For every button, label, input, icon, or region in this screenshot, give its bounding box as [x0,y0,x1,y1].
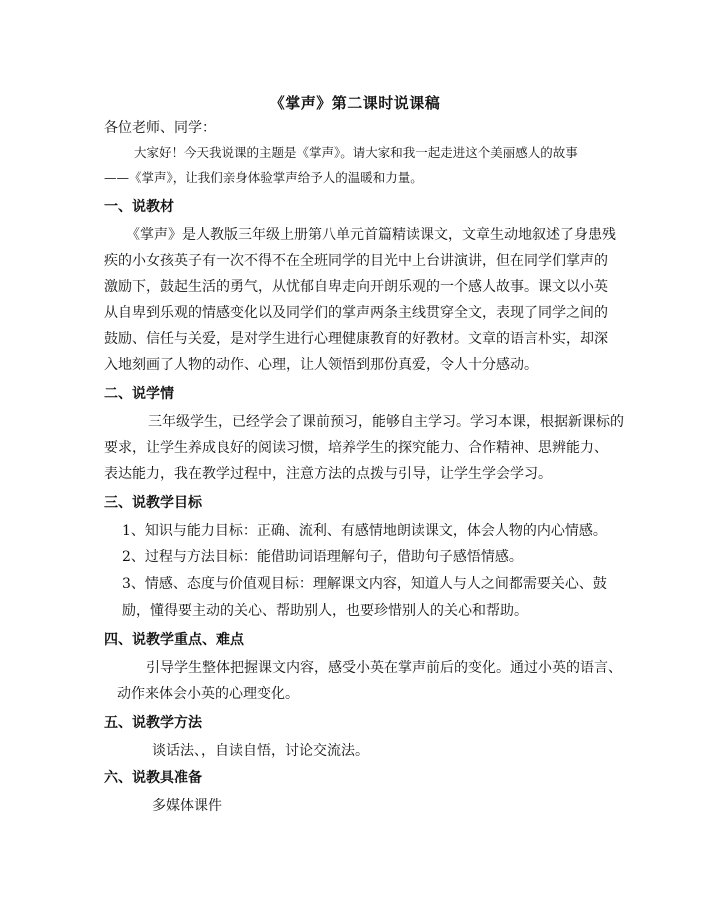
section-heading-methods: 五、说教学方法 [104,715,202,731]
paragraph-line: 从自卑到乐观的情感变化以及同学们的掌声两条主线贯穿全文，表现了同学之间的 [104,305,608,321]
section-heading-key-points: 四、说教学重点、难点 [104,632,244,648]
paragraph-line: 激励下，鼓起生活的勇气，从忧郁自卑走向开朗乐观的一个感人故事。课文以小英 [104,279,608,295]
paragraph-line: 入地刻画了人物的动作、心理，让人领悟到那份真爱，令人十分感动。 [104,357,538,373]
paragraph-line: 要求，让学生养成良好的阅读习惯，培养学生的探究能力、合作精神、思辨能力、 [104,440,608,456]
objective-item: 2、过程与方法目标：能借助词语理解句子，借助句子感悟情感。 [122,549,523,565]
greeting: 各位老师、同学： [104,120,216,136]
section-heading-students: 二、说学情 [104,386,174,402]
document-title: 《掌声》第二课时说课稿 [269,94,441,112]
section-heading-objectives: 三、说教学目标 [104,495,202,511]
paragraph-line: 表达能力，我在教学过程中，注意方法的点拨与引导，让学生学会学习。 [104,466,552,482]
paragraph-line: 引导学生整体把握课文内容，感受小英在掌声前后的变化。通过小英的语言、 [146,660,622,676]
objective-item: 3、情感、态度与价值观目标：理解课文内容，知道人与人之间都需要关心、鼓 [122,576,607,592]
section-heading-teaching-aids: 六、说教具准备 [104,770,202,786]
intro-line-2: ——《掌声》，让我们亲身体验掌声给予人的温暖和力量。 [104,170,423,185]
paragraph-line: 《掌声》是人教版三年级上册第八单元首篇精读课文，文章生动地叙述了身患残 [126,227,616,243]
paragraph-line: 动作来体会小英的心理变化。 [117,686,299,702]
intro-line-1: 大家好！今天我说课的主题是《掌声》。请大家和我一起走进这个美丽感人的故事 [134,145,578,160]
paragraph-line: 鼓励、信任与关爱，是对学生进行心理健康教育的好教材。文章的语言朴实，却深 [104,331,608,347]
objective-item-continued: 励，懂得要主动的关心、帮助别人，也要珍惜别人的关心和帮助。 [122,603,528,619]
paragraph-line: 谈话法、，自读自悟，讨论交流法。 [152,743,369,759]
paragraph-line: 多媒体课件 [152,798,222,814]
objective-item: 1、知识与能力目标：正确、流利、有感情地朗读课文，体会人物的内心情感。 [122,523,607,539]
section-heading-materials: 一、说教材 [104,199,174,215]
paragraph-line: 三年级学生，已经学会了课前预习，能够自主学习。学习本课，根据新课标的 [148,414,624,430]
paragraph-line: 疾的小女孩英子有一次不得不在全班同学的目光中上台讲演讲，但在同学们掌声的 [104,253,608,269]
